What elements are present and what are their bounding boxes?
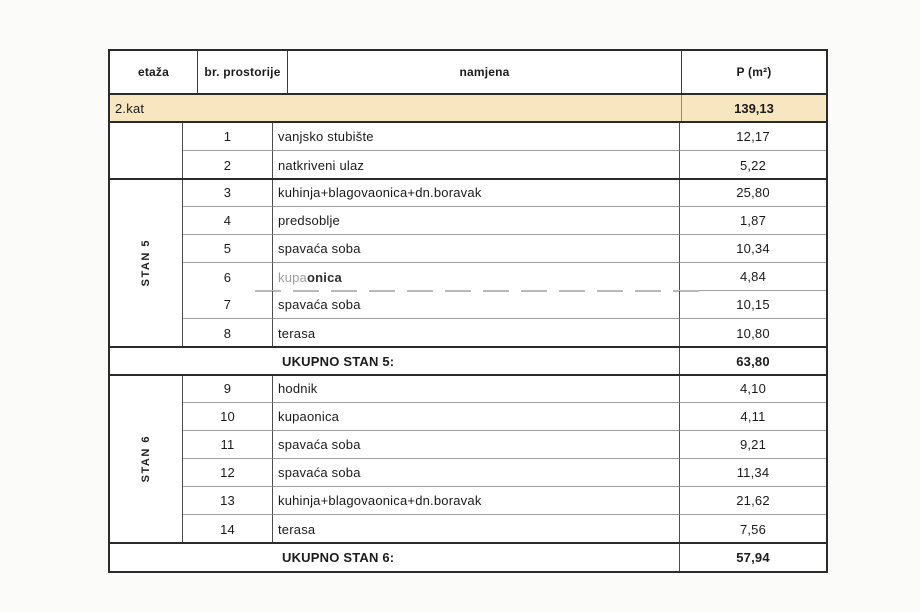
room-area-cell: 11,34: [680, 459, 826, 487]
room-number-cell: 2: [183, 151, 273, 179]
group-border-line: [110, 374, 826, 376]
total-label-cell: UKUPNO STAN 5:: [110, 347, 680, 375]
header-br-prostorije: br. prostorije: [198, 51, 288, 93]
header-p-m2: P (m²): [736, 65, 772, 79]
room-area-cell: 21,62: [680, 487, 826, 515]
room-number-cell: 7: [183, 291, 273, 319]
room-number-cell: 12: [183, 459, 273, 487]
table-row: [183, 235, 826, 263]
room-name-cell: predsoblje: [273, 207, 680, 235]
room-name-cell: spavaća soba: [273, 235, 680, 263]
room-name-cell: terasa: [273, 515, 680, 543]
total-row: [110, 347, 826, 375]
empty-etaza-cell: [110, 123, 183, 179]
total-area-cell: 57,94: [736, 549, 770, 565]
room-number-cell: 8: [183, 319, 273, 347]
room-name-cell: spavaća soba: [273, 459, 680, 487]
stan-label: STAN 6: [140, 435, 152, 483]
floor-label: 2.kat: [110, 95, 682, 121]
total-row: [110, 543, 826, 571]
room-name-fragment: kupa: [278, 269, 307, 285]
room-area-cell: 4,84: [680, 263, 826, 291]
room-name-cell: natkriveni ulaz: [273, 151, 680, 179]
room-number-cell: 6: [183, 263, 273, 291]
table-row: [183, 123, 826, 151]
total-area-cell: 63,80: [736, 353, 770, 369]
room-area-cell: 10,34: [680, 235, 826, 263]
room-area-cell: 10,15: [680, 291, 826, 319]
room-name-cell: kuhinja+blagovaonica+dn.boravak: [273, 487, 680, 515]
group-border-line: [110, 542, 826, 544]
total-label-cell: UKUPNO STAN 6:: [110, 543, 680, 571]
stan-label-cell: [110, 375, 183, 543]
room-number-cell: 1: [183, 123, 273, 151]
room-name-cell: hodnik: [273, 375, 680, 403]
table-row: [183, 207, 826, 235]
group-border-line: [110, 178, 826, 180]
room-area-cell: 25,80: [680, 179, 826, 207]
room-number-cell: 11: [183, 431, 273, 459]
room-area-cell: 12,17: [680, 123, 826, 151]
room-name-cell: terasa: [273, 319, 680, 347]
group-border-line: [110, 346, 826, 348]
header-etaza: etaža: [110, 51, 198, 93]
table-row: [183, 403, 826, 431]
room-area-cell: 4,10: [680, 375, 826, 403]
room-name-cell: kupaonica: [273, 403, 680, 431]
room-name-fragment: onica: [307, 269, 342, 285]
room-area-cell: 5,22: [739, 157, 767, 173]
table-row: [183, 151, 826, 179]
table-row: [183, 179, 826, 207]
area-table: [108, 49, 828, 573]
room-area-cell: 1,87: [680, 207, 826, 235]
stan-label: STAN 5: [140, 239, 152, 287]
table-body: [110, 123, 826, 571]
room-area-cell: 4,11: [680, 403, 826, 431]
table-row: [183, 515, 826, 543]
room-name-cell: spavaća soba: [273, 291, 680, 319]
room-number-cell: 3: [183, 179, 273, 207]
table-row: [183, 319, 826, 347]
table-row: [183, 459, 826, 487]
table-row: [183, 431, 826, 459]
room-area-cell: 9,21: [680, 431, 826, 459]
floor-summary-row: [110, 95, 826, 123]
room-name-cell: vanjsko stubište: [273, 123, 680, 151]
table-row: [183, 487, 826, 515]
room-number-cell: 5: [183, 235, 273, 263]
table-row: [183, 291, 826, 319]
table-row: [183, 263, 826, 291]
room-number-cell: 14: [183, 515, 273, 543]
room-name-cell: kuhinja+blagovaonica+dn.boravak: [273, 179, 680, 207]
header-namjena: namjena: [288, 51, 682, 93]
stan-label-cell: [110, 179, 183, 347]
room-area-cell: 10,80: [736, 325, 770, 341]
table-header-row: [110, 51, 826, 95]
room-number-cell: 13: [183, 487, 273, 515]
room-number-cell: 9: [183, 375, 273, 403]
room-name-cell: spavaća soba: [273, 431, 680, 459]
room-area-cell: 7,56: [739, 521, 767, 537]
table-row: [183, 375, 826, 403]
room-name-cell: [273, 263, 680, 291]
room-number-cell: 10: [183, 403, 273, 431]
room-number-cell: 4: [183, 207, 273, 235]
floor-total-area: 139,13: [734, 100, 774, 116]
